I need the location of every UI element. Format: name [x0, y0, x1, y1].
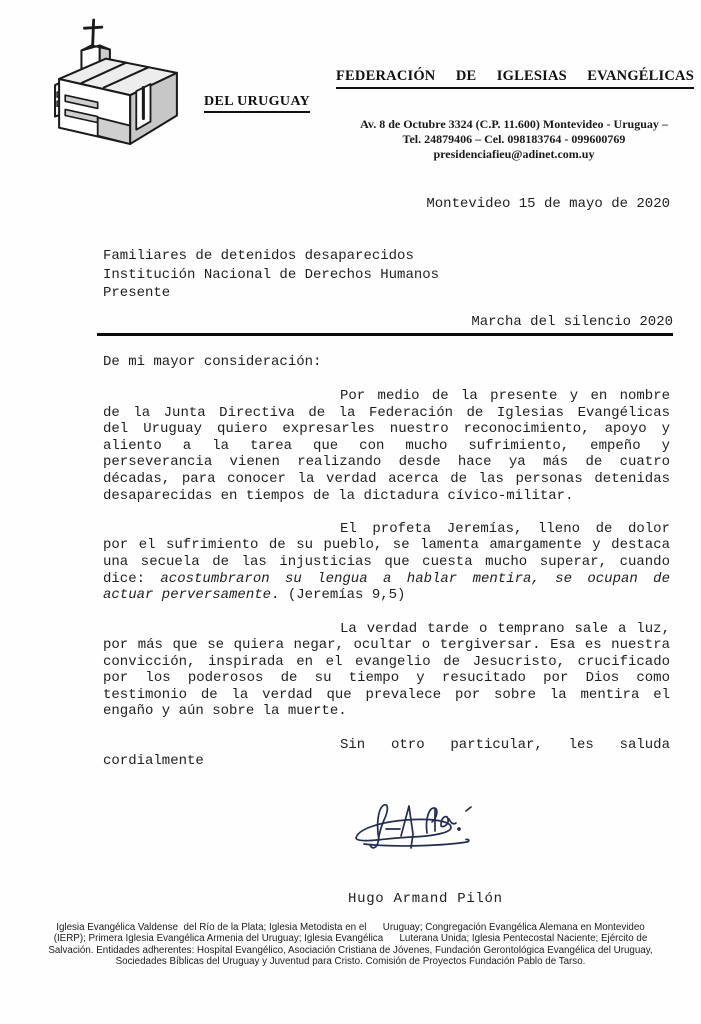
- body-text: . (Jeremías 9,5): [271, 587, 406, 604]
- paragraph: [103, 621, 670, 721]
- body-text: cordialmente: [103, 753, 204, 770]
- body-text: desaparecidas en tiempos de la dictadura cívico-militar.: [103, 487, 574, 504]
- paragraph-line: [103, 703, 670, 720]
- paragraph-line: [103, 753, 670, 770]
- recipient-line: Institución Nacional de Derechos Humanos: [103, 266, 440, 283]
- body-text: una secuela de las injusticias que cuesta mucho superar, cuando: [103, 554, 670, 571]
- footer-member-churches: [20, 922, 681, 967]
- footer-line: Salvación. Entidades adherentes: Hospital Evangélico, Asociación Cristiana de Jóvenes, Fundación Gerontológica Evangélica del Uruguay,: [48, 944, 653, 956]
- paragraph-line: [103, 670, 670, 687]
- footer-line: Sociedades Bíblicas del Uruguay y Juventud para Cristo. Comisión de Proyectos Fundación Pablo de Tarso.: [115, 955, 586, 967]
- paragraph-line: [103, 405, 670, 422]
- body-text: convicción, inspirada en el evangelio de Jesucristo, crucificado: [103, 653, 670, 670]
- paragraph-line: [103, 737, 670, 754]
- body-text: testimonio de la verdad que prevalece por sobre la mentira el: [103, 686, 670, 703]
- body-text: dice:: [103, 570, 161, 587]
- paragraph-line: [103, 421, 670, 438]
- address-phones: Tel. 24879406 – Cel. 098183764 - 099600769: [402, 132, 626, 146]
- church-logo-icon: [54, 16, 182, 148]
- signer-name: Hugo Armand Pilón: [348, 891, 503, 907]
- footer-line: Iglesia Evangélica Valdense del Río de la Plata; Iglesia Metodista en el Uruguay; Congregación Evangélica Alemana en Montevideo: [56, 922, 645, 933]
- recipient-line: Presente: [103, 285, 171, 302]
- body-text: Sin otro particular, les saluda: [340, 736, 670, 753]
- paragraph-line: [103, 471, 670, 488]
- body-text: engaño y aún sobre la muerte.: [103, 703, 347, 720]
- letter-paragraphs: [103, 388, 670, 787]
- org-name: FEDERACIÓN DE IGLESIAS EVANGÉLICAS: [336, 68, 694, 89]
- signature-icon: [348, 798, 476, 856]
- paragraph-line: [103, 571, 670, 588]
- paragraph: [103, 521, 670, 604]
- body-text: del Uruguay quiero expresarles nuestro reconocimiento, apoyo y: [103, 421, 670, 438]
- salutation: De mi mayor consideración:: [103, 354, 322, 370]
- paragraph-line: [103, 687, 670, 704]
- quote-italic-text: acostumbraron su lengua a hablar mentira, se ocupan de: [160, 570, 670, 587]
- body-text: perseverancia vienen realizando desde hace ya más de cuatro: [103, 454, 670, 471]
- paragraph-line: [103, 621, 670, 638]
- paragraph-line: [103, 587, 670, 604]
- paragraph-line: [103, 521, 670, 538]
- org-address-block: [328, 117, 700, 162]
- footer-line: (IERP); Primera Iglesia Evangélica Armenia del Uruguay; Iglesia Evangélica Luterana Unida; Iglesia Pentecostal Naciente; Ejército de: [53, 933, 648, 945]
- body-text: La verdad tarde o temprano sale a luz,: [340, 620, 670, 637]
- body-text: aliento a la tarea que con mucho sufrimiento, empeño y: [103, 437, 670, 454]
- address-street: Av. 8 de Octubre 3324 (C.P. 11.600) Montevideo - Uruguay –: [360, 117, 668, 131]
- address-email: presidenciafieu@adinet.com.uy: [433, 147, 595, 161]
- body-text: de la Junta Directiva de la Federación de Iglesias Evangélicas: [103, 404, 670, 421]
- body-text: décadas, para conocer la verdad acerca de las personas detenidas: [103, 470, 670, 487]
- body-text: El profeta Jeremías, lleno de dolor: [340, 520, 670, 537]
- body-text: por más que se quiera negar, ocultar o tergiversar. Esa es nuestra: [103, 637, 670, 654]
- paragraph-line: [103, 438, 670, 455]
- paragraph-line: [103, 554, 670, 571]
- recipient-line: Familiares de detenidos desaparecidos: [103, 248, 414, 264]
- body-text: por los poderosos de su tiempo y resucitado por Dios como: [103, 670, 670, 687]
- paragraph: [103, 737, 670, 770]
- cross-icon: [84, 20, 101, 46]
- paragraph-line: [103, 388, 670, 405]
- body-text: Por medio de la presente y en nombre: [340, 388, 670, 404]
- subject-line: Marcha del silencio 2020: [97, 314, 673, 336]
- paragraph-line: [103, 537, 670, 554]
- quote-italic-text: actuar perversamente: [103, 587, 272, 604]
- date-line: Montevideo 15 de mayo de 2020: [426, 196, 670, 212]
- body-text: por el sufrimiento de su pueblo, se lamenta amargamente y destaca: [103, 537, 670, 554]
- recipient-block: [103, 247, 439, 303]
- paragraph-line: [103, 637, 670, 654]
- paragraph-line: [103, 454, 670, 471]
- paragraph: [103, 388, 670, 504]
- org-name-country: DEL URUGUAY: [204, 94, 310, 113]
- paragraph-line: [103, 488, 670, 505]
- paragraph-line: [103, 654, 670, 671]
